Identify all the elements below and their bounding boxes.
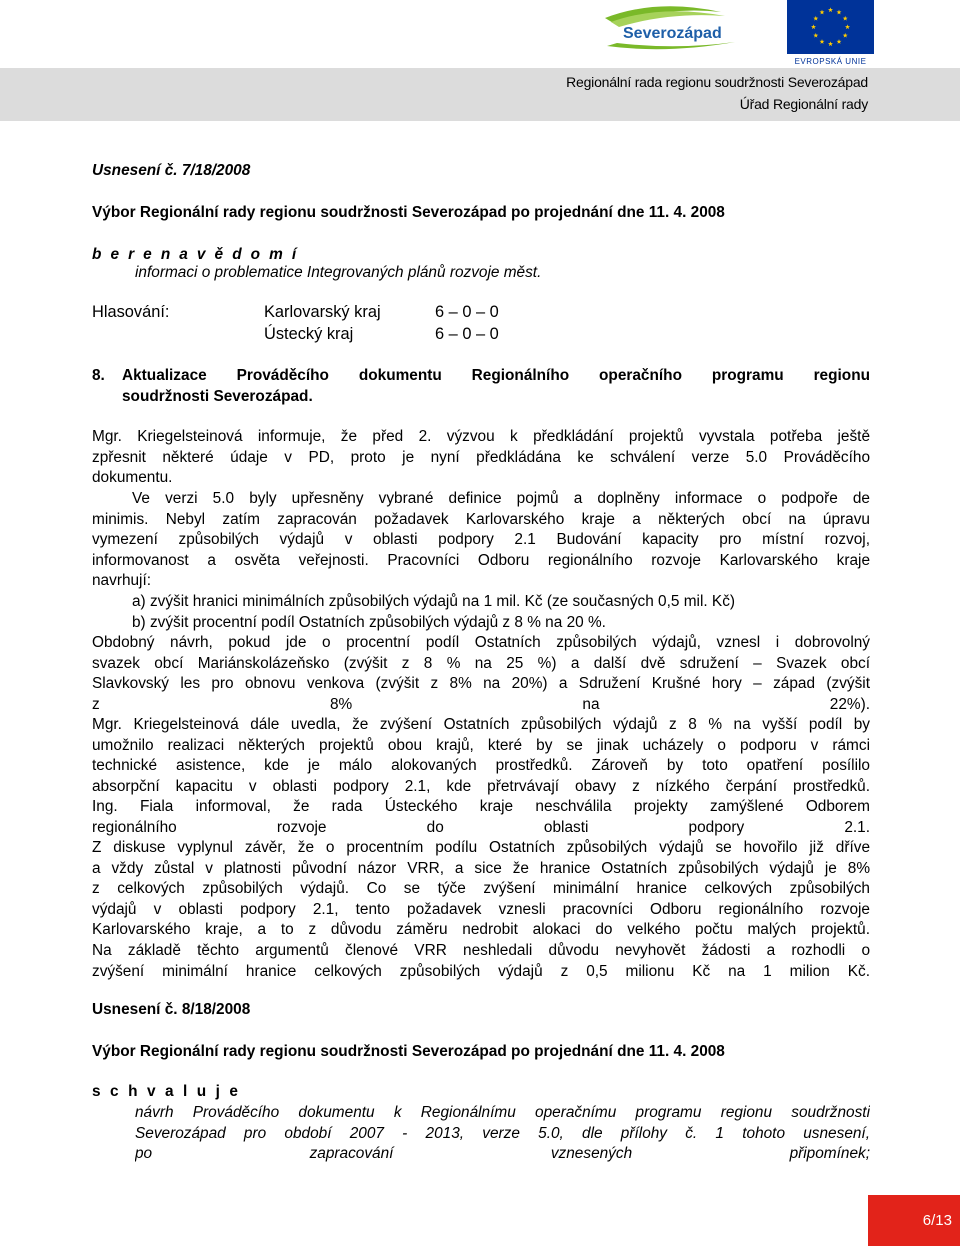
text-line: z celkových způsobilých výdajů. Co se týče zvýšení minimální hranice celkových způsobilých bbox=[92, 880, 870, 898]
text-line: dokumentu. bbox=[92, 469, 173, 487]
item-title bbox=[122, 366, 870, 407]
text-line: a vždy zůstal v platnosti původní názor VRR, a sice že hranice Ostatních způsobilých výdajů je 8% bbox=[92, 859, 870, 877]
text-line: informovanost a osvěta veřejnosti. Pracovníci Odboru regionálního rozvoje Karlovarského kraje bbox=[92, 551, 870, 569]
committee-line-1: Výbor Regionální rady regionu soudržnosti Severozápad po projednání dne 11. 4. 2008 bbox=[92, 204, 725, 221]
text-line: technické asistence, kde je málo alokovaných prostředků. Zároveň by toto opatření posílilo bbox=[92, 757, 870, 775]
item-title-line: Aktualizace Prováděcího dokumentu Regionálního operačního programu regionu bbox=[122, 367, 870, 384]
text-line: Na základě těchto argumentů členové VRR neshledali důvodu nevyhovět žádosti a rozhodli o bbox=[92, 941, 870, 959]
text-line: výdajů v oblasti podpory 2.1, tento požadavek vznesli pracovníci Odboru regionálního rozvoje bbox=[92, 900, 870, 918]
item-number: 8. bbox=[92, 367, 105, 384]
text-line: Slavkovský les pro obnovu venkova (zvýšit z 8% na 20%) a Sdružení Krušné hory – západ (zvýšit bbox=[92, 675, 870, 693]
text-line: po zapracování vznesených připomínek; bbox=[135, 1145, 870, 1163]
paragraph-5 bbox=[92, 797, 870, 838]
text-line: minimis. Nebyl zatím zapracován požadavek Karlovarského kraje a některých obcí na úpravu bbox=[92, 510, 870, 528]
eu-label: EVROPSKÁ UNIE bbox=[794, 57, 867, 66]
vote-result: 6 – 0 – 0 bbox=[435, 325, 499, 343]
paragraph-3 bbox=[92, 633, 870, 715]
paragraph-6 bbox=[92, 838, 870, 982]
text-line: absorpční kapacitu v oblasti podpory 2.1, kde přetrvávají obavy z nízkého čerpání prostředků. bbox=[92, 777, 870, 795]
text-line: navrhují: bbox=[92, 572, 152, 590]
header-office: Úřad Regionální rady bbox=[739, 96, 868, 112]
resolution-object-1: informaci o problematice Integrovaných plánů rozvoje měst. bbox=[135, 264, 542, 281]
eu-flag-icon bbox=[787, 0, 874, 68]
paragraph-1 bbox=[92, 427, 870, 489]
resolution-verb-2: s c h v a l u j e bbox=[92, 1083, 241, 1100]
page-number-box bbox=[868, 1195, 960, 1246]
header-organization: Regionální rada regionu soudržnosti Severozápad bbox=[566, 74, 868, 90]
text-line: vymezení způsobilých výdajů v oblasti podpory 2.1 Budování kapacity pro místní rozvoj, bbox=[92, 531, 870, 549]
text-line: zpřesnit některé údaje v PD, proto je nyní předkládána ke schválení verze 5.0 Prováděcího bbox=[92, 448, 870, 466]
proposal-list bbox=[132, 592, 870, 633]
text-line: svazek obcí Mariánskolázeňsko (zvýšit z 8 % na 25 %) a další dvě sdružení – Svazek obcí bbox=[92, 654, 870, 672]
text-line: Obdobný návrh, pokud jde o procentní podíl Ostatních způsobilých výdajů, vznesl i dobrovolný bbox=[92, 634, 870, 651]
text-line: z 8% na 22%). bbox=[92, 695, 870, 713]
text-line: regionálního rozvoje do oblasti podpory 2.1. bbox=[92, 818, 870, 836]
paragraph-2 bbox=[92, 489, 870, 592]
vote-region: Karlovarský kraj bbox=[264, 303, 381, 321]
text-line: Severozápad pro období 2007 - 2013, verze 5.0, dle přílohy č. 1 tohoto usnesení, bbox=[135, 1124, 870, 1142]
resolution-verb-1: b e r e n a v ě d o m í bbox=[92, 246, 299, 263]
paragraph-4 bbox=[92, 715, 870, 797]
list-item: a) zvýšit hranici minimálních způsobilých výdajů na 1 mil. Kč (ze současných 0,5 mil. Kč) bbox=[132, 593, 736, 610]
text-line: zvýšení minimální hranice celkových způsobilých výdajů z 0,5 milionu Kč na 1 milion Kč. bbox=[92, 962, 870, 980]
text-line: návrh Prováděcího dokumentu k Regionálnímu operačnímu programu regionu soudržnosti bbox=[135, 1104, 870, 1121]
vote-region: Ústecký kraj bbox=[264, 325, 354, 343]
resolution-title-1: Usnesení č. 7/18/2008 bbox=[92, 162, 251, 179]
text-line: Z diskuse vyplynul závěr, že o procentním podílu Ostatních způsobilých výdajů se hovořilo již dříve bbox=[92, 839, 870, 856]
item-title-line: soudržnosti Severozápad. bbox=[122, 387, 313, 405]
voting-label: Hlasování: bbox=[92, 303, 170, 321]
committee-line-2: Výbor Regionální rady regionu soudržnosti Severozápad po projednání dne 11. 4. 2008 bbox=[92, 1043, 725, 1060]
text-line: Mgr. Kriegelsteinová dále uvedla, že zvýšení Ostatních způsobilých výdajů z 8 % na vyšší podíl by bbox=[92, 716, 870, 733]
page-number: 6/13 bbox=[922, 1212, 952, 1229]
resolution-object-2 bbox=[135, 1103, 870, 1165]
logo-text: Severozápad bbox=[623, 25, 722, 42]
vote-result: 6 – 0 – 0 bbox=[435, 303, 499, 321]
text-line: Ve verzi 5.0 byly upřesněny vybrané definice pojmů a doplněny informace o podpoře de bbox=[132, 490, 870, 507]
severozapad-logo bbox=[597, 2, 747, 54]
text-line: Ing. Fiala informoval, že rada Ústeckého kraje neschválila projekty zamýšlené Odborem bbox=[92, 798, 870, 815]
resolution-title-2: Usnesení č. 8/18/2008 bbox=[92, 1001, 251, 1018]
text-line: Mgr. Kriegelsteinová informuje, že před 2. výzvou k předkládání projektů vyvstala potřeba ještě bbox=[92, 428, 870, 445]
text-line: Karlovarského kraje, a to z důvodu záměru nedrobit alokaci do velkého počtu malých projektů. bbox=[92, 921, 870, 939]
text-line: umožnilo realizaci některých projektů obou krajů, které by se jinak ucházely o podporu v rámci bbox=[92, 736, 870, 754]
list-item: b) zvýšit procentní podíl Ostatních způsobilých výdajů z 8 % na 20 %. bbox=[132, 613, 606, 631]
